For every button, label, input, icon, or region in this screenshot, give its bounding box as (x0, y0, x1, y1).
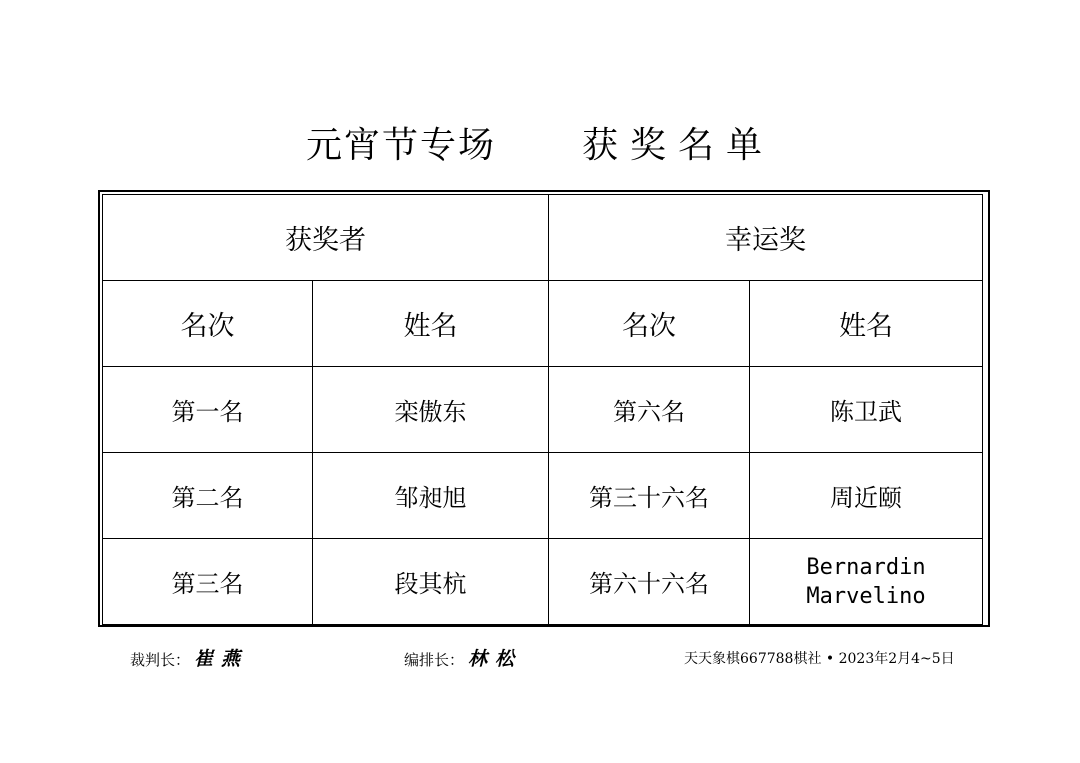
award-list-heading: 获奖名单 (582, 125, 775, 166)
arranger-label: 编排长： (404, 651, 465, 669)
name-line: Bernardin (806, 554, 926, 580)
column-header-rank: 名次 (103, 281, 313, 367)
award-table (102, 194, 983, 625)
column-header-rank: 名次 (549, 281, 750, 367)
name-cell: 段其杭 (313, 539, 549, 625)
award-table-frame (98, 190, 990, 627)
column-header-name: 姓名 (750, 281, 983, 367)
column-header-name: 姓名 (313, 281, 549, 367)
name-cell (750, 539, 983, 625)
arranger-name: 林松 (468, 648, 523, 670)
arranger-signature (404, 644, 522, 671)
name-cell: 栾傲东 (313, 367, 549, 453)
rank-cell: 第六名 (549, 367, 750, 453)
referee-label: 裁判长： (130, 651, 191, 669)
name-cell: 邹昶旭 (313, 453, 549, 539)
table-row (103, 539, 983, 625)
rank-cell: 第三名 (103, 539, 313, 625)
event-title: 元宵节专场 (305, 125, 496, 166)
referee-signature (130, 644, 248, 671)
name-cell: 周近颐 (750, 453, 983, 539)
document-title (0, 122, 1080, 170)
rank-cell: 第一名 (103, 367, 313, 453)
group-header-winners: 获奖者 (103, 195, 549, 281)
referee-name: 崔燕 (194, 648, 249, 670)
organizer-date: 天天象棋667788棋社 • 2023年2月4~5日 (684, 651, 955, 667)
rank-cell: 第六十六名 (549, 539, 750, 625)
rank-cell: 第三十六名 (549, 453, 750, 539)
table-row (103, 453, 983, 539)
rank-cell: 第二名 (103, 453, 313, 539)
table-row (103, 367, 983, 453)
name-line: Marvelino (806, 583, 926, 609)
group-header-lucky: 幸运奖 (549, 195, 983, 281)
name-cell: 陈卫武 (750, 367, 983, 453)
